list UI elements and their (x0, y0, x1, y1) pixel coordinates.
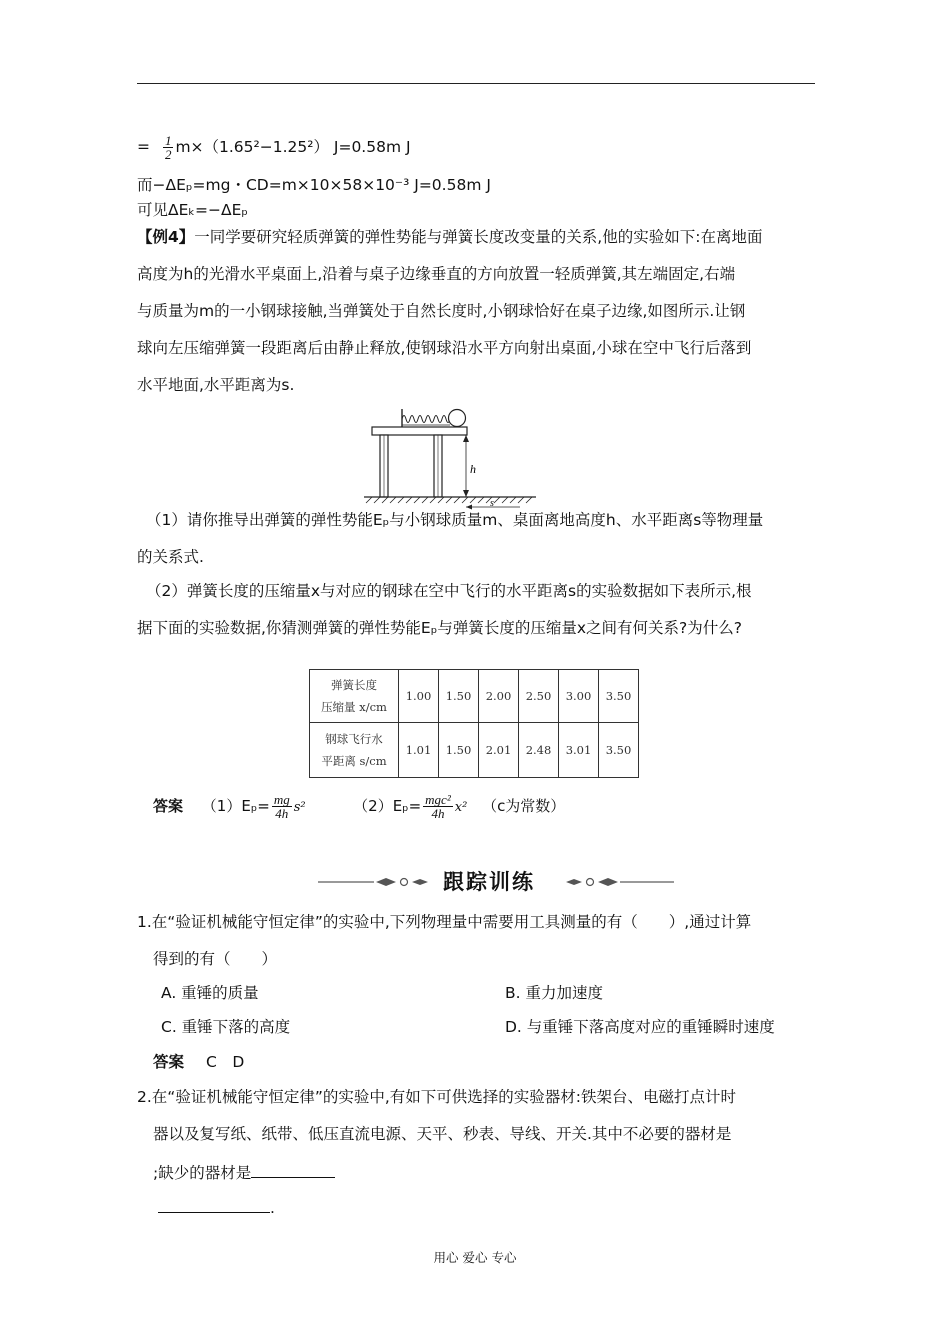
data-table (309, 669, 639, 778)
table-cell: 2.50 (519, 670, 559, 723)
question2-line-2: 器以及复写纸、纸带、低压直流电源、天平、秒表、导线、开关.其中不必要的器材是 (153, 1125, 732, 1143)
table-cell: 1.01 (399, 723, 439, 778)
answer-blank[interactable] (251, 1161, 335, 1178)
table-cell: 3.01 (559, 723, 599, 778)
spring-table-figure (360, 405, 540, 517)
section-title-ornament-right (554, 875, 676, 889)
table-head-distance: 钢球飞行水 平距离 s/cm (310, 723, 399, 778)
table-cell: 2.01 (479, 723, 519, 778)
table-cell: 3.50 (599, 723, 639, 778)
question2-line-3: ;缺少的器材是 (153, 1161, 335, 1183)
option-b: B. 重力加速度 (505, 984, 603, 1002)
table-cell: 3.50 (599, 670, 639, 723)
q2-line-1: （2）弹簧长度的压缩量x与对应的钢球在空中飞行的水平距离s的实验数据如下表所示,根 (146, 582, 752, 600)
option-d: D. 与重锤下落高度对应的重锤瞬时速度 (505, 1018, 775, 1036)
example4-line-1: 【例4】一同学要研究轻质弹簧的弹性势能与弹簧长度改变量的关系,他的实验如下:在离地面 (137, 228, 763, 246)
table-head-compression: 弹簧长度 压缩量 x/cm (310, 670, 399, 723)
header-rule (137, 83, 815, 84)
question2-line-4: . (158, 1196, 275, 1218)
table-cell: 2.48 (519, 723, 559, 778)
derivation-line-3: 可见ΔEₖ=−ΔEₚ (137, 201, 249, 219)
answer4-fraction-1: $\frac{mg}{4h}$ (273, 792, 290, 821)
option-c: C. 重锤下落的高度 (161, 1018, 291, 1036)
example4-line-5: 水平地面,水平距离为s. (137, 376, 295, 394)
answer-blank[interactable] (158, 1196, 270, 1213)
answer-label: 答案 (153, 797, 184, 815)
table-cell: 1.50 (439, 670, 479, 723)
s-label: s (490, 498, 494, 509)
table-row (310, 670, 639, 723)
table-cell: 2.00 (479, 670, 519, 723)
example4-line-2: 高度为h的光滑水平桌面上,沿着与桌子边缘垂直的方向放置一轻质弹簧,其左端固定,右端 (137, 265, 736, 283)
question2-line-1: 2.在“验证机械能守恒定律”的实验中,有如下可供选择的实验器材:铁架台、电磁打点计时 (137, 1088, 737, 1106)
q1-line-2: 的关系式. (137, 548, 204, 566)
table-cell: 1.50 (439, 723, 479, 778)
question1-line-1: 1.在“验证机械能守恒定律”的实验中,下列物理量中需要用工具测量的有（ ）,通过计算 (137, 913, 752, 931)
derivation-line-1: = $\frac{1}{2}$ m×（1.65²−1.25²） J=0.58m J (137, 133, 411, 162)
option-a: A. 重锤的质量 (161, 984, 259, 1002)
question1-answer: 答案 C D (153, 1053, 245, 1071)
example4-line-4: 球向左压缩弹簧一段距离后由静止释放,使钢球沿水平方向射出桌面,小球在空中飞行后落到 (137, 339, 752, 357)
derivation-line-2: 而−ΔEₚ=mg・CD=m×10×58×10⁻³ J=0.58m J (137, 176, 491, 194)
half-fraction: $\frac{1}{2}$ (164, 133, 172, 162)
q1-line-1: （1）请你推导出弹簧的弹性势能Eₚ与小钢球质量m、桌面离地高度h、水平距离s等物理量 (146, 511, 764, 529)
example4-line-3: 与质量为m的一小钢球接触,当弹簧处于自然长度时,小钢球恰好在桌子边缘,如图所示.让钢 (137, 302, 746, 320)
answer4-fraction-2: $\frac{\text{mgc²}}{4h}$ (425, 792, 451, 821)
table-cell: 3.00 (559, 670, 599, 723)
table-row (310, 723, 639, 778)
section-title: 跟踪训练 (443, 870, 535, 894)
table-cell: 1.00 (399, 670, 439, 723)
answer4: 答案 （1）Eₚ= $\frac{mg}{4h}$ s² （2）Eₚ= $\frac{\text{mgc²}}{4h}$ x² （c为常数） (153, 792, 566, 821)
page-footer: 用心 爱心 专心 (433, 1250, 517, 1265)
question1-line-2: 得到的有（ ） (153, 950, 278, 968)
q2-line-2: 据下面的实验数据,你猜测弹簧的弹性势能Eₚ与弹簧长度的压缩量x之间有何关系?为什么? (137, 619, 742, 637)
h-label: h (470, 462, 476, 476)
section-title-ornament-left (318, 875, 440, 889)
